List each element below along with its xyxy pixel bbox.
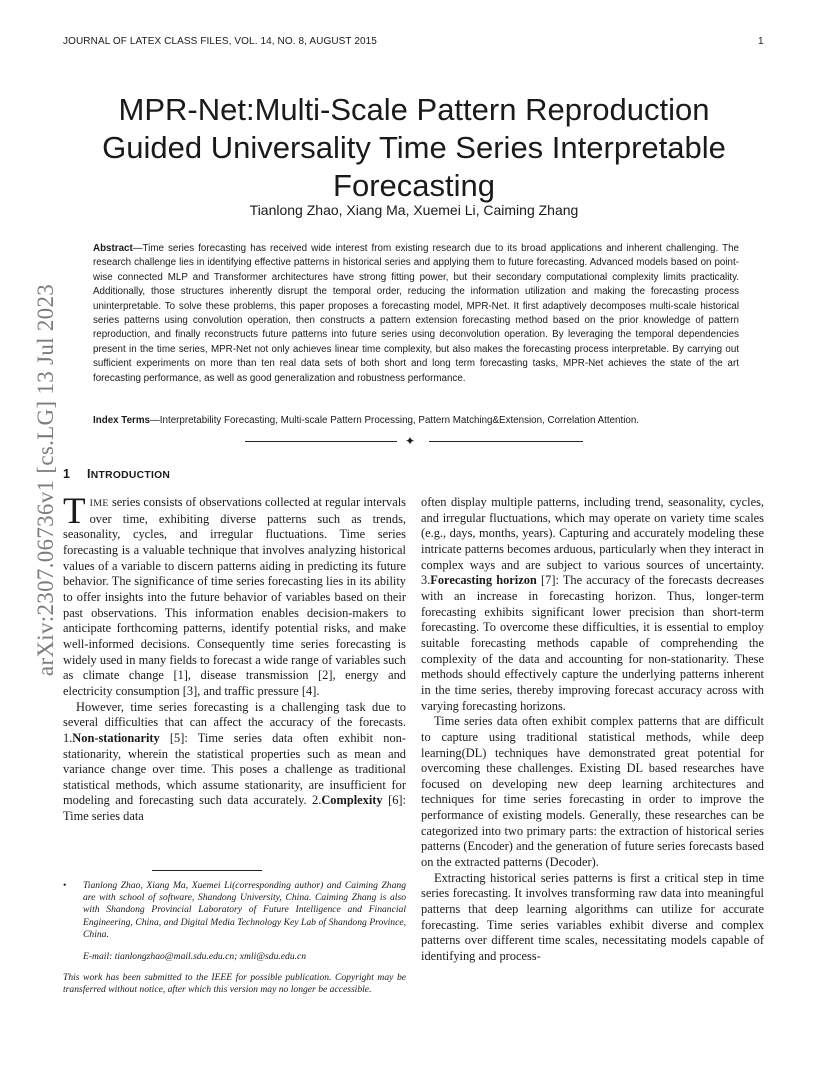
term-bold: Complexity (321, 793, 383, 808)
paragraph (63, 491, 406, 700)
section-title-rest: NTRODUCTION (90, 470, 171, 481)
index-terms-text: —Interpretability Forecasting, Multi-scale Pattern Processing, Pattern Matching&Extension, Correlation Attention. (150, 415, 639, 426)
title-line: Guided Universality Time Series Interpretable (102, 129, 726, 165)
paragraph-text: [7]: The accuracy of the forecasts decreases with an increase in forecasting horizon. Thus, longer-term forecasting exhibits significant lower precision than short-term forecasting. To overcome these difficulties, it is essential to employ suitable forecasting methods capable of comprehending the complexity of the data and accounting for non-stationarity. These methods should effectively capture the underlying patterns inherent in the time series, thereby improving forecast accuracy across with varying forecasting horizons. (421, 573, 764, 713)
section-title-initial: I (87, 467, 91, 481)
paragraph-text: series consists of observations collected at regular intervals over time, exhibiting diverse patterns such as trends, seasonality, cycles, and irregular fluctuations. Time series forecasting is a valuable technique that involves analyzing historical values of a variable to discern patterns aiding in predicting its future behavior. The significance of time series forecasting lies in its ability to offer insights into the future behavior of variables based on their past observations. This information enables decision-makers to anticipate forthcoming patterns, identify potential risks, and make well-informed decisions. Consequently time series forecasting is widely used in many fields to forecast a wide range of variables such as climate change [1], disease transmission [2], energy and electricity consumption [3], and traffic pressure [4]. (63, 495, 406, 698)
paragraph-text: [5]: Time series data often exhibit non-stationarity, wherein the statistical properties such as mean and variance change over time. This poses a challenge as traditional statistical methods, which assume stationarity, are insufficient for modeling and forecasting such data accurately. 2. (63, 730, 406, 808)
footnote-rule (152, 870, 262, 871)
right-column (421, 495, 764, 965)
footnote-affiliation (63, 880, 406, 941)
page-number: 1 (758, 36, 764, 47)
running-head: JOURNAL OF LATEX CLASS FILES, VOL. 14, NO. 8, AUGUST 2015 (63, 36, 377, 47)
paragraph (421, 495, 764, 714)
paper-title (0, 91, 828, 205)
section-number: 1 (63, 467, 71, 481)
paragraph-text: [6]: Time series data (63, 793, 406, 824)
abstract (93, 242, 739, 386)
first-word-smallcaps: IME (89, 498, 109, 509)
index-terms-label: Index Terms (93, 415, 150, 426)
section-heading (63, 467, 170, 481)
abstract-text: —Time series forecasting has received wide interest from existing research due to its broad applications and inherent challenging. The research challenge lies in identifying effective patterns in historical series and applying them to future forecasting. Advanced models based on point-wise connected MLP and Transformer architectures have strong fitting power, but their secondary computational complexity limits practicality. Additionally, those structures inherently disrupt the temporal order, reducing the information utilization and making the forecasting process uninterpretable. To solve these problems, this paper proposes a forecasting model, MPR-Net. It first adaptively decomposes multi-scale historical series patterns using convolution operation, then constructs a pattern extension forecasting method based on the prior knowledge of pattern reproduction, and finally reconstructs future patterns into future series using deconvolution operation. By leveraging the temporal dependencies present in the time series, MPR-Net not only achieves linear time complexity, but also makes the forecasting process interpretable. By carrying out sufficient experiments on more than ten real data sets of both short and long term forecasting tasks, MPR-Net achieves the state of the art forecasting performance, as well as good generalization and robustness performance. (93, 243, 739, 384)
paragraph-text: often display multiple patterns, including trend, seasonality, cycles, and irregular fluctuations, which may operate on variety time scales (e.g., days, months, years). Capturing and accurately modeling these intricate patterns becomes arduous, particularly when they interact in complex ways and are subject to various sources of uncertainty. 3. (421, 495, 764, 588)
term-bold: Forecasting horizon (430, 573, 537, 588)
arxiv-identifier-stamp[interactable]: arXiv:2307.06736v1 [cs.LG] 13 Jul 2023 (33, 283, 58, 677)
title-line: MPR-Net:Multi-Scale Pattern Reproduction (118, 91, 710, 127)
index-terms (93, 414, 739, 428)
paragraph-text: However, time series forecasting is a challenging task due to several difficulties that can affect the accuracy of the forecasts. 1. (63, 699, 406, 745)
left-column (63, 491, 406, 825)
footnote-copyright: This work has been submitted to the IEEE for possible publication. Copyright may be transferred without notice, after which this version may no longer be accessible. (63, 972, 406, 996)
footnote (63, 880, 406, 997)
drop-cap: T (63, 491, 86, 532)
paragraph: Time series data often exhibit complex patterns that are difficult to capture using traditional statistical methods, while deep learning(DL) techniques have demonstrated great potential for overcoming these challenges. Existing DL based researches have focused on developing new deep learning architectures and techniques for time series forecasting in order to improve the performance of existing models. Generally, these researches can be categorized into two primary parts: the extraction of historical series patterns (Encoder) and the generation of future series forecasts based on the extracted patterns (Decoder). (421, 714, 764, 870)
term-bold: Non-stationarity (72, 730, 160, 745)
footnote-email: E-mail: tianlongzhao@mail.sdu.edu.cn; xmli@sdu.edu.cn (83, 951, 307, 963)
abstract-label: Abstract (93, 243, 133, 254)
author-list: Tianlong Zhao, Xiang Ma, Xuemei Li, Caiming Zhang (249, 202, 579, 218)
section-divider (245, 433, 583, 449)
bullet-icon: • (63, 880, 67, 891)
divider-line-left (245, 441, 397, 442)
footnote-affiliation-text: Tianlong Zhao, Xiang Ma, Xuemei Li(corresponding author) and Caiming Zhang are with school of software, Shandong University, China. Caiming Zhang is also with Shandong Provincial Laboratory of Future Intelligence and Financial Engineering, China, and Digital Media Technology Key Lab of Shandong Province, China. (83, 880, 406, 940)
divider-ornament-icon: ✦ (405, 434, 416, 448)
title-line: Forecasting (333, 167, 495, 203)
paragraph: Extracting historical series patterns is first a critical step in time series forecasting. It involves transforming raw data into meaningful patterns that deep learning algorithms can utilize for accurate forecasting. Time series variables exhibit diverse and complex patterns over different time scales, necessitating models capable of identifying and process- (421, 870, 764, 964)
divider-line-right (429, 441, 583, 442)
paragraph (63, 700, 406, 825)
